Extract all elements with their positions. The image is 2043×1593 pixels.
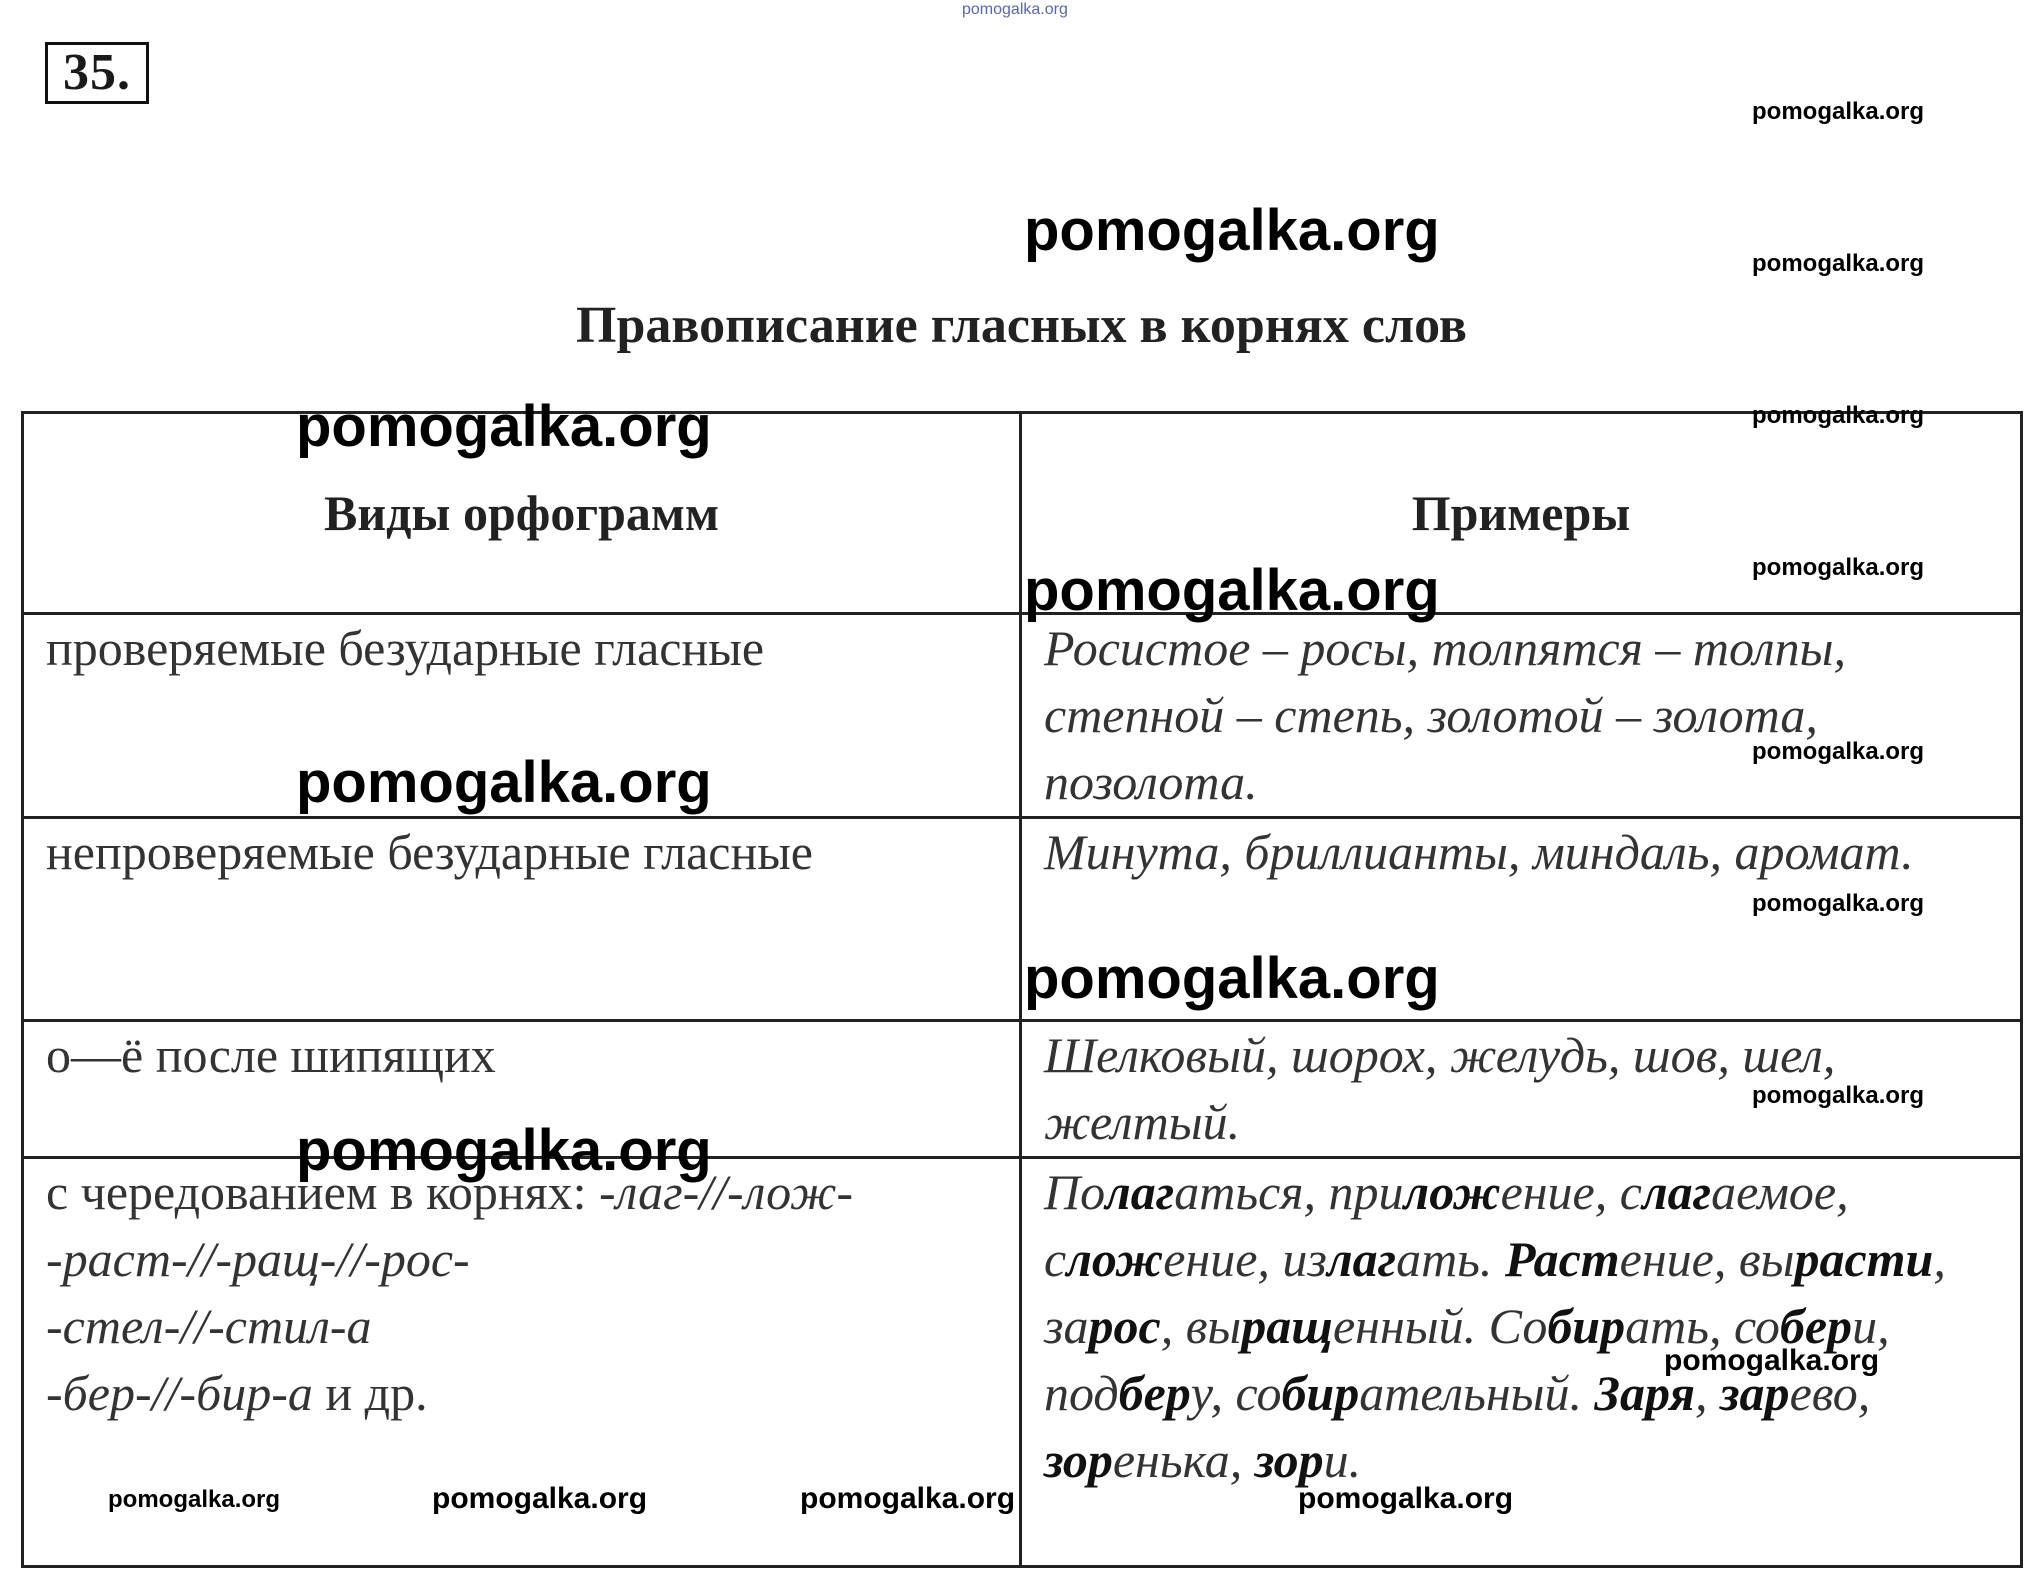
watermark: pomogalka.org — [296, 394, 712, 459]
watermark: pomogalka.org — [108, 1486, 281, 1513]
orthogram-examples: Минута, бриллианты, миндаль, аромат. — [1021, 818, 2022, 1021]
root-pair: -стел-//-стил-а — [46, 1298, 372, 1354]
watermark: pomogalka.org — [1752, 250, 1925, 277]
root-pair: -бер-//-бир-а — [46, 1365, 313, 1421]
alternation-suffix: и др. — [325, 1365, 428, 1421]
watermark: pomogalka.org — [962, 1, 1068, 18]
watermark: pomogalka.org — [800, 1482, 1016, 1515]
table-row — [23, 818, 2022, 1021]
watermark: pomogalka.org — [1752, 738, 1925, 765]
watermark: pomogalka.org — [1664, 1344, 1880, 1377]
exercise-number: 35. — [45, 42, 149, 104]
watermark: pomogalka.org — [1752, 402, 1925, 429]
watermark: pomogalka.org — [1752, 1082, 1925, 1109]
watermark: pomogalka.org — [1024, 558, 1440, 623]
root-pair: -раст-//-ращ-//-рос- — [46, 1231, 470, 1287]
orthogram-examples: Полагаться, приложение, слагаемое, сложение, излагать. Растение, вырасти, зарос, выращенный. Собирать, собери, подберу, собирательный. Заря, зарево, зоренька, зори. — [1021, 1158, 2022, 1567]
orthogram-type: непроверяемые безударные гласные — [23, 818, 1021, 1021]
orthogram-type: проверяемые безударные гласные — [23, 614, 1021, 818]
watermark: pomogalka.org — [296, 750, 712, 815]
header-examples: Примеры — [1021, 413, 2022, 614]
root-pair: -лаг-//-лож- — [599, 1164, 853, 1220]
watermark: pomogalka.org — [1024, 198, 1440, 263]
watermark: pomogalka.org — [1024, 946, 1440, 1011]
page-title: Правописание гласных в корнях слов — [576, 297, 1467, 354]
watermark: pomogalka.org — [1752, 890, 1925, 917]
orthogram-examples: Росистое – росы, толпятся – толпы, степной – степь, золотой – золота, позолота. — [1021, 614, 2022, 818]
orthogram-table — [21, 411, 2023, 1568]
watermark: pomogalka.org — [1752, 98, 1925, 125]
orthogram-examples: Шелковый, шорох, желудь, шов, шел, желтый. — [1021, 1021, 2022, 1158]
watermark: pomogalka.org — [296, 1118, 712, 1183]
watermark: pomogalka.org — [1298, 1482, 1514, 1515]
watermark: pomogalka.org — [1752, 554, 1925, 581]
orthogram-type: о—ё после шипящих — [23, 1021, 1021, 1158]
header-types: Виды орфограмм — [23, 413, 1021, 614]
alternation-label: с чередованием в корнях: — [46, 1164, 587, 1220]
watermark: pomogalka.org — [432, 1482, 648, 1515]
